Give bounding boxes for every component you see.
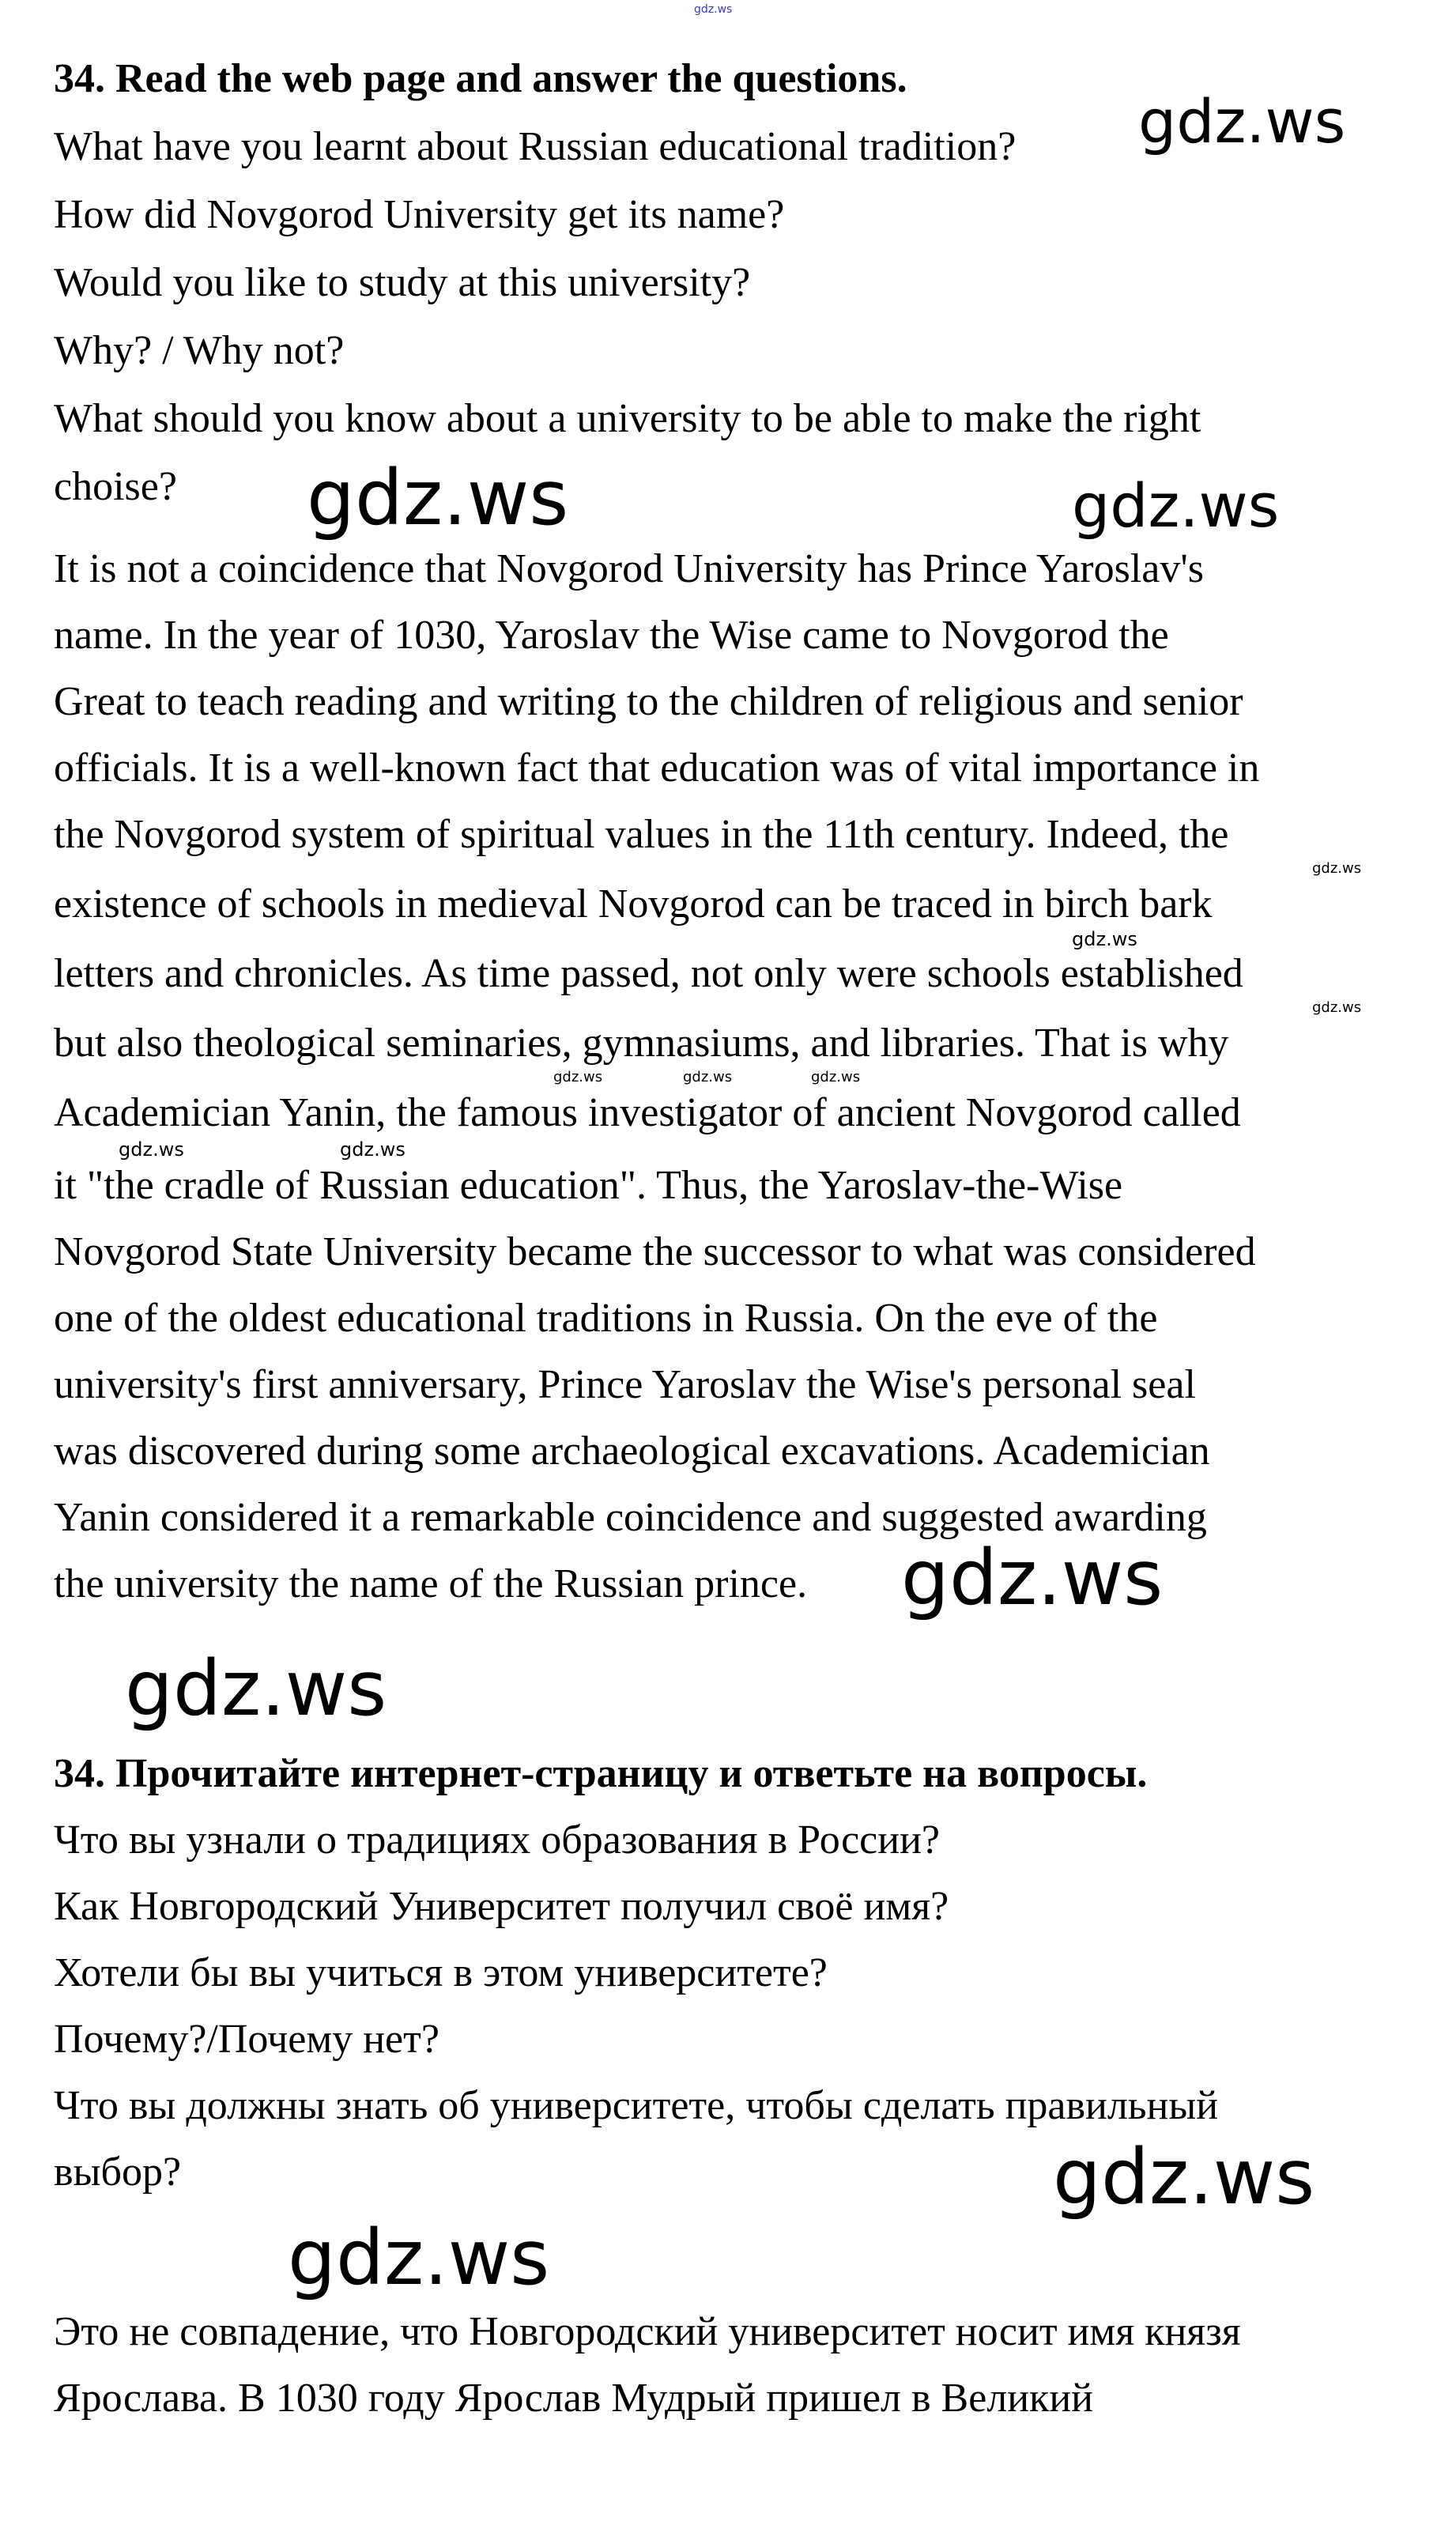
russian-text-line: Ярослава. В 1030 году Ярослав Мудрый пришел в Великий <box>54 2376 1093 2421</box>
russian-question: Как Новгородский Университет получил своё имя? <box>54 1884 949 1929</box>
english-question: What should you know about a university to be able to make the right <box>54 396 1201 441</box>
english-question: How did Novgorod University get its name? <box>54 192 785 237</box>
english-text-line: but also theological seminaries, gymnasiums, and libraries. That is why <box>54 1021 1229 1066</box>
english-heading: 34. Read the web page and answer the questions. <box>54 56 907 101</box>
english-text-line: the Novgorod system of spiritual values in the 11th century. Indeed, the <box>54 812 1229 857</box>
watermark: gdz.ws <box>125 1644 387 1733</box>
header-watermark: gdz.ws <box>694 3 733 16</box>
russian-text-line: Это не совпадение, что Новгородский университет носит имя князя <box>54 2309 1241 2354</box>
russian-question: Что вы узнали о традициях образования в России? <box>54 1817 940 1863</box>
russian-question: Что вы должны знать об университете, чтобы сделать правильный <box>54 2083 1219 2128</box>
english-text-line: the university the name of the Russian prince. <box>54 1561 808 1606</box>
english-question: choise? <box>54 464 177 509</box>
english-question: Why? / Why not? <box>54 328 345 373</box>
watermark: gdz.ws <box>683 1069 733 1085</box>
english-text-line: existence of schools in medieval Novgorod can be traced in birch bark <box>54 881 1213 927</box>
english-text-line: It is not a coincidence that Novgorod University has Prince Yaroslav's <box>54 546 1204 591</box>
russian-heading: 34. Прочитайте интернет-страницу и ответьте на вопросы. <box>54 1751 1148 1796</box>
english-question: Would you like to study at this university? <box>54 260 751 305</box>
watermark: gdz.ws <box>1053 2133 1315 2221</box>
english-text-line: name. In the year of 1030, Yaroslav the Wise came to Novgorod the <box>54 613 1169 658</box>
english-text-line: officials. It is a well-known fact that education was of vital importance in <box>54 745 1260 791</box>
watermark: gdz.ws <box>1312 999 1362 1016</box>
watermark: gdz.ws <box>1072 470 1280 541</box>
english-text-line: Academician Yanin, the famous investigator of ancient Novgorod called <box>54 1090 1241 1135</box>
english-text-line: one of the oldest educational traditions in Russia. On the eve of the <box>54 1296 1158 1341</box>
watermark: gdz.ws <box>119 1138 184 1161</box>
watermark: gdz.ws <box>553 1069 603 1085</box>
watermark: gdz.ws <box>901 1534 1164 1622</box>
watermark: gdz.ws <box>288 2214 550 2302</box>
russian-question: выбор? <box>54 2150 182 2195</box>
english-text-line: Novgorod State University became the successor to what was considered <box>54 1229 1256 1274</box>
english-question: What have you learnt about Russian educational tradition? <box>54 124 1017 169</box>
english-text-line: Yanin considered it a remarkable coincidence and suggested awarding <box>54 1495 1207 1540</box>
english-text-line: it "the cradle of Russian education". Thus, the Yaroslav-the-Wise <box>54 1163 1123 1208</box>
watermark: gdz.ws <box>1138 86 1346 157</box>
russian-question: Хотели бы вы учиться в этом университете? <box>54 1950 828 1995</box>
watermark: gdz.ws <box>307 454 569 542</box>
english-text-line: was discovered during some archaeological excavations. Academician <box>54 1429 1210 1474</box>
watermark: gdz.ws <box>340 1138 405 1161</box>
english-text-line: university's first anniversary, Prince Yaroslav the Wise's personal seal <box>54 1362 1196 1407</box>
russian-question: Почему?/Почему нет? <box>54 2017 439 2062</box>
english-text-line: letters and chronicles. As time passed, not only were schools established <box>54 951 1243 996</box>
watermark: gdz.ws <box>1312 860 1362 877</box>
english-text-line: Great to teach reading and writing to the children of religious and senior <box>54 679 1243 724</box>
watermark: gdz.ws <box>1072 928 1137 950</box>
watermark: gdz.ws <box>811 1069 861 1085</box>
